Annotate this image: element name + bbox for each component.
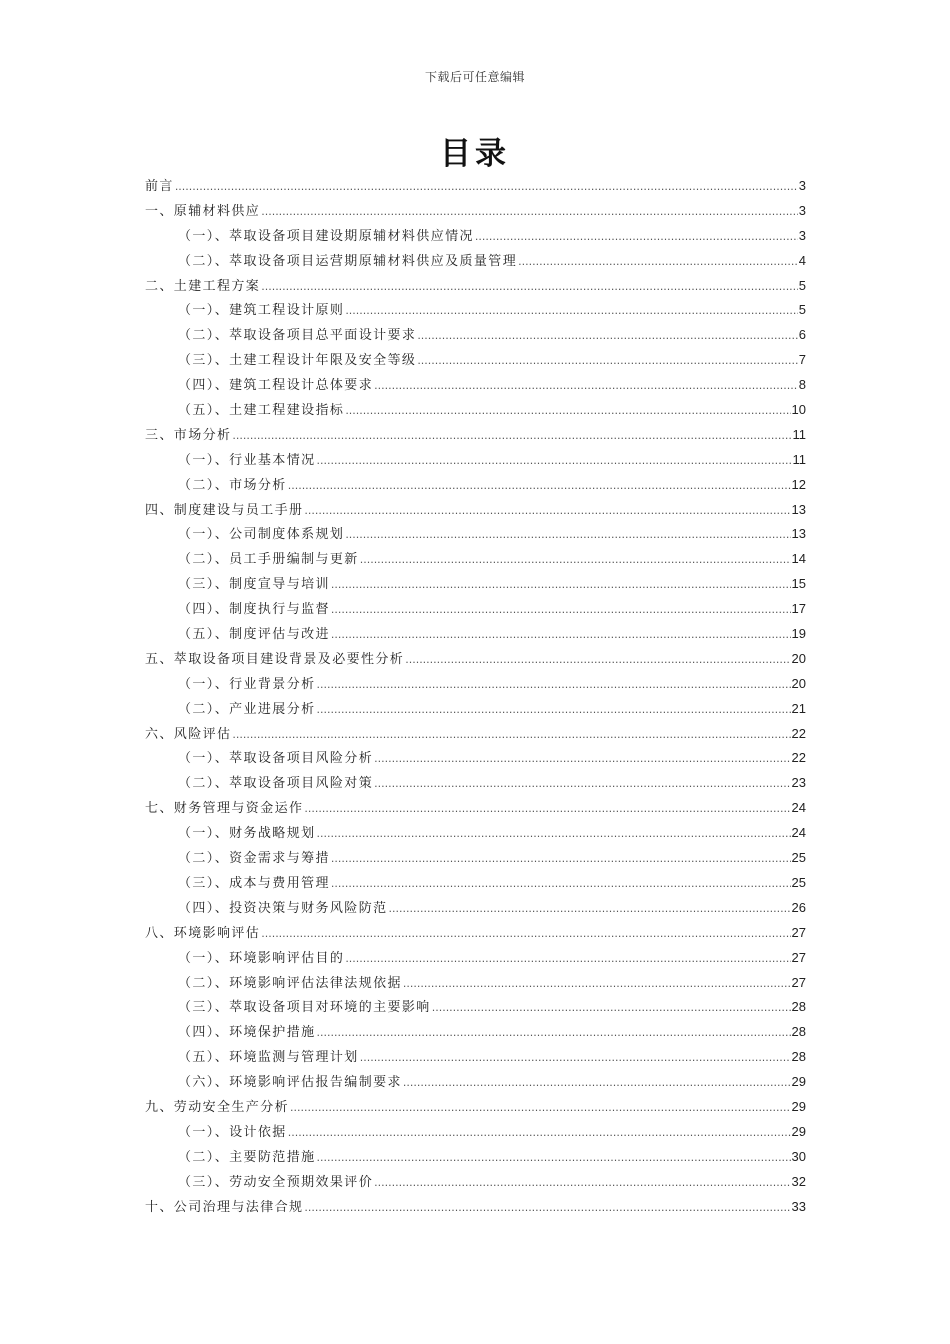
toc-entry-label: （一）、财务战略规划	[178, 826, 316, 842]
toc-entry-section[interactable]	[145, 1145, 806, 1170]
toc-dot-leader	[345, 947, 790, 972]
toc-entry-page-number: 28	[791, 1024, 806, 1040]
toc-entry-label: （二）、市场分析	[178, 477, 287, 493]
toc-dot-leader	[261, 922, 790, 947]
toc-entry-label: （一）、行业背景分析	[178, 676, 316, 692]
toc-dot-leader	[374, 374, 798, 399]
toc-entry-page-number: 13	[791, 501, 806, 517]
toc-entry-label: （一）、行业基本情况	[178, 452, 316, 468]
toc-entry-page-number: 22	[791, 750, 806, 766]
toc-dot-leader	[331, 623, 791, 648]
toc-entry-label: 十、公司治理与法律合规	[145, 1199, 304, 1215]
toc-entry-page-number: 10	[791, 402, 806, 418]
toc-entry-label: 七、财务管理与资金运作	[145, 801, 304, 817]
toc-entry-section[interactable]	[145, 971, 806, 996]
toc-entry-section[interactable]	[145, 896, 806, 921]
toc-entry-chapter[interactable]	[145, 199, 806, 224]
toc-entry-page-number: 24	[791, 800, 806, 816]
toc-entry-label: （四）、制度执行与监督	[178, 602, 330, 618]
toc-entry-chapter[interactable]	[145, 1195, 806, 1220]
toc-entry-label: 前言	[145, 179, 174, 194]
toc-entry-label: （四）、环境保护措施	[178, 1025, 316, 1041]
toc-entry-section[interactable]	[145, 1070, 806, 1095]
toc-entry-label: （三）、劳动安全预期效果评价	[178, 1174, 374, 1190]
toc-dot-leader	[290, 1096, 791, 1121]
toc-entry-page-number: 27	[791, 924, 806, 940]
toc-entry-label: （一）、萃取设备项目建设期原辅材料供应情况	[178, 228, 474, 244]
toc-entry-chapter[interactable]	[145, 498, 806, 523]
toc-entry-label: （三）、萃取设备项目对环境的主要影响	[178, 1000, 431, 1016]
toc-entry-label: （三）、土建工程设计年限及安全等级	[178, 353, 417, 369]
toc-entry-section[interactable]	[145, 224, 806, 249]
toc-entry-label: （一）、环境影响评估目的	[178, 950, 345, 966]
toc-entry-label: （六）、环境影响评估报告编制要求	[178, 1075, 402, 1091]
toc-dot-leader	[345, 299, 797, 324]
toc-entry-page-number: 5	[798, 302, 806, 318]
toc-entry-label: 一、原辅材料供应	[145, 203, 261, 219]
toc-dot-leader	[261, 200, 798, 225]
toc-entry-label: （五）、制度评估与改进	[178, 627, 330, 643]
toc-entry-label: （三）、成本与费用管理	[178, 875, 330, 891]
toc-dot-leader	[345, 399, 790, 424]
toc-entry-page-number: 26	[791, 899, 806, 915]
toc-entry-label: （二）、萃取设备项目运营期原辅材料供应及质量管理	[178, 253, 518, 269]
toc-entry-page-number: 25	[791, 874, 806, 890]
toc-entry-label: 五、萃取设备项目建设背景及必要性分析	[145, 651, 405, 667]
toc-dot-leader	[331, 598, 791, 623]
toc-dot-leader	[345, 523, 790, 548]
toc-entry-page-number: 22	[791, 725, 806, 741]
toc-entry-page-number: 20	[791, 650, 806, 666]
toc-dot-leader	[317, 698, 791, 723]
toc-dot-leader	[317, 1146, 791, 1171]
toc-entry-page-number: 21	[791, 700, 806, 716]
toc-entry-page-number: 33	[791, 1198, 806, 1214]
toc-dot-leader	[288, 474, 791, 499]
toc-title: 目录	[440, 136, 510, 172]
toc-entry-section[interactable]	[145, 1120, 806, 1145]
toc-entry-chapter[interactable]	[145, 274, 806, 299]
toc-entry-label: （四）、投资决策与财务风险防范	[178, 900, 388, 916]
toc-entry-page-number: 14	[791, 551, 806, 567]
toc-entry-page-number: 8	[798, 377, 806, 393]
toc-dot-leader	[374, 747, 790, 772]
toc-dot-leader	[175, 175, 798, 200]
toc-dot-leader	[389, 897, 791, 922]
toc-entry-label: （二）、萃取设备项目风险对策	[178, 776, 374, 792]
toc-entry-page-number: 32	[791, 1173, 806, 1189]
toc-entry-chapter[interactable]	[145, 174, 806, 199]
toc-dot-leader	[317, 449, 792, 474]
toc-entry-chapter[interactable]	[145, 921, 806, 946]
toc-entry-section[interactable]	[145, 946, 806, 971]
toc-dot-leader	[475, 225, 798, 250]
toc-dot-leader	[304, 797, 790, 822]
toc-entry-page-number: 20	[791, 675, 806, 691]
toc-dot-leader	[405, 648, 790, 673]
toc-entry-label: 六、风险评估	[145, 726, 232, 742]
toc-entry-page-number: 27	[791, 949, 806, 965]
toc-dot-leader	[331, 573, 791, 598]
toc-entry-page-number: 28	[791, 999, 806, 1015]
toc-entry-page-number: 29	[791, 1098, 806, 1114]
toc-entry-page-number: 7	[798, 352, 806, 368]
toc-entry-page-number: 11	[792, 451, 806, 467]
toc-entry-chapter[interactable]	[145, 722, 806, 747]
toc-entry-label: （五）、土建工程建设指标	[178, 403, 345, 419]
toc-dot-leader	[317, 822, 791, 847]
toc-dot-leader	[432, 996, 791, 1021]
toc-dot-leader	[317, 1021, 791, 1046]
toc-entry-section[interactable]	[145, 1020, 806, 1045]
toc-dot-leader	[374, 772, 790, 797]
toc-entry-page-number: 6	[798, 327, 806, 343]
toc-entry-section[interactable]	[145, 373, 806, 398]
toc-entry-label: 三、市场分析	[145, 427, 232, 443]
toc-entry-section[interactable]	[145, 672, 806, 697]
toc-entry-section[interactable]	[145, 1045, 806, 1070]
toc-dot-leader	[374, 1171, 790, 1196]
toc-entry-label: （四）、建筑工程设计总体要求	[178, 378, 374, 394]
toc-entry-page-number: 30	[791, 1148, 806, 1164]
toc-dot-leader	[232, 424, 791, 449]
toc-entry-label: 二、土建工程方案	[145, 278, 261, 294]
toc-entry-section[interactable]	[145, 398, 806, 423]
toc-entry-label: （一）、萃取设备项目风险分析	[178, 751, 374, 767]
toc-entry-label: （五）、环境监测与管理计划	[178, 1050, 359, 1066]
toc-entry-label: （三）、制度宣导与培训	[178, 577, 330, 593]
toc-entry-page-number: 24	[791, 825, 806, 841]
toc-entry-page-number: 29	[791, 1123, 806, 1139]
toc-entry-section[interactable]	[145, 746, 806, 771]
toc-entry-chapter[interactable]	[145, 423, 806, 448]
toc-entry-label: （二）、环境影响评估法律法规依据	[178, 975, 402, 991]
toc-entry-section[interactable]	[145, 995, 806, 1020]
toc-dot-leader	[304, 1196, 790, 1221]
toc-entry-label: （二）、主要防范措施	[178, 1149, 316, 1165]
toc-entry-page-number: 28	[791, 1049, 806, 1065]
toc-dot-leader	[304, 499, 790, 524]
toc-entry-page-number: 3	[798, 178, 806, 193]
toc-dot-leader	[417, 324, 797, 349]
toc-entry-page-number: 23	[791, 775, 806, 791]
toc-entry-section[interactable]	[145, 622, 806, 647]
toc-dot-leader	[317, 673, 791, 698]
toc-entry-page-number: 25	[791, 850, 806, 866]
toc-dot-leader	[261, 275, 798, 300]
toc-entry-label: （二）、萃取设备项目总平面设计要求	[178, 328, 417, 344]
toc-entry-section[interactable]	[145, 821, 806, 846]
toc-entry-section[interactable]	[145, 1170, 806, 1195]
toc-entry-label: 四、制度建设与员工手册	[145, 502, 304, 518]
page-header: 下载后可任意编辑	[424, 70, 525, 84]
table-of-contents	[145, 174, 806, 1219]
toc-entry-page-number: 13	[791, 526, 806, 542]
toc-entry-label: （一）、建筑工程设计原则	[178, 303, 345, 319]
toc-entry-label: （二）、产业进展分析	[178, 701, 316, 717]
toc-entry-label: （一）、设计依据	[178, 1124, 287, 1140]
toc-dot-leader	[417, 349, 797, 374]
toc-entry-label: 九、劳动安全生产分析	[145, 1099, 290, 1115]
toc-entry-section[interactable]	[145, 249, 806, 274]
toc-dot-leader	[403, 1071, 791, 1096]
toc-entry-section[interactable]	[145, 597, 806, 622]
toc-entry-section[interactable]	[145, 846, 806, 871]
toc-entry-chapter[interactable]	[145, 647, 806, 672]
toc-entry-page-number: 17	[791, 601, 806, 617]
toc-dot-leader	[518, 250, 798, 275]
toc-entry-page-number: 4	[798, 252, 806, 268]
toc-entry-section[interactable]	[145, 298, 806, 323]
toc-entry-chapter[interactable]	[145, 1095, 806, 1120]
toc-entry-page-number: 5	[798, 277, 806, 293]
toc-entry-section[interactable]	[145, 473, 806, 498]
toc-entry-section[interactable]	[145, 871, 806, 896]
toc-entry-section[interactable]	[145, 697, 806, 722]
toc-entry-page-number: 12	[791, 476, 806, 492]
toc-entry-page-number: 19	[791, 626, 806, 642]
toc-entry-page-number: 3	[798, 227, 806, 243]
toc-dot-leader	[331, 847, 791, 872]
toc-dot-leader	[360, 548, 791, 573]
toc-entry-page-number: 15	[791, 576, 806, 592]
toc-entry-section[interactable]	[145, 547, 806, 572]
toc-entry-section[interactable]	[145, 572, 806, 597]
toc-entry-section[interactable]	[145, 522, 806, 547]
toc-entry-page-number: 29	[791, 1074, 806, 1090]
toc-entry-page-number: 27	[791, 974, 806, 990]
toc-dot-leader	[403, 972, 791, 997]
toc-dot-leader	[232, 723, 790, 748]
toc-entry-page-number: 3	[798, 202, 806, 218]
toc-entry-section[interactable]	[145, 323, 806, 348]
toc-dot-leader	[360, 1046, 791, 1071]
toc-entry-label: 八、环境影响评估	[145, 925, 261, 941]
toc-entry-section[interactable]	[145, 771, 806, 796]
toc-entry-label: （二）、资金需求与筹措	[178, 851, 330, 867]
toc-entry-page-number: 11	[792, 426, 806, 442]
toc-dot-leader	[288, 1121, 791, 1146]
toc-entry-chapter[interactable]	[145, 796, 806, 821]
toc-entry-label: （二）、员工手册编制与更新	[178, 552, 359, 568]
toc-dot-leader	[331, 872, 791, 897]
toc-entry-label: （一）、公司制度体系规划	[178, 527, 345, 543]
toc-entry-section[interactable]	[145, 348, 806, 373]
toc-entry-section[interactable]	[145, 448, 806, 473]
